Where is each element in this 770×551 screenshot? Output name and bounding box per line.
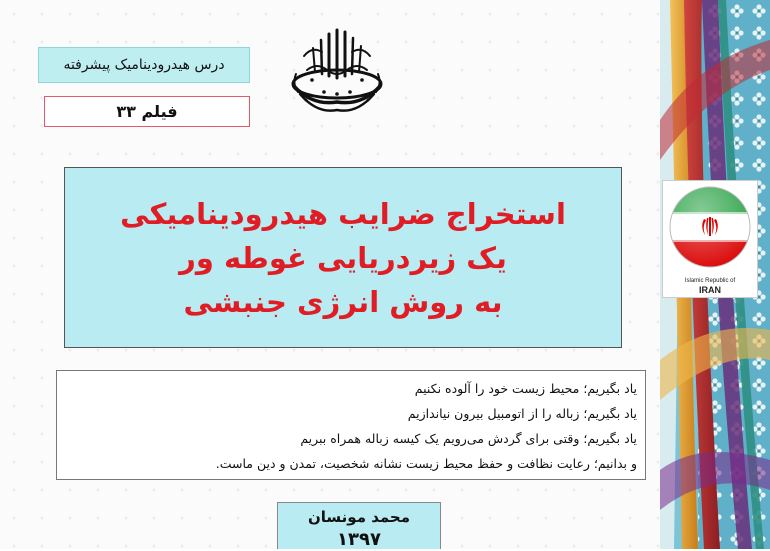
advice-line: یاد بگیریم؛ محیط زیست خود را آلوده نکنیم (414, 381, 637, 396)
course-label-box (38, 47, 250, 83)
bismillah-calligraphy-icon (282, 22, 392, 118)
flag-caption-big: IRAN (699, 285, 721, 295)
flag-caption-small: Islamic Republic of (684, 278, 736, 284)
author-name: محمد مونسان (307, 508, 411, 526)
title-box (64, 167, 622, 348)
iran-flag-icon (663, 183, 757, 275)
film-label-box (44, 96, 250, 127)
author-year: ۱۳۹۷ (337, 529, 381, 550)
course-label: درس هیدرودینامیک پیشرفته (63, 57, 225, 73)
advice-line: یاد بگیریم؛ وقتی برای گردش می‌رویم یک کیسه زباله همراه ببریم (300, 431, 637, 446)
title-line-3: به روش انرژی جنبشی (183, 284, 503, 319)
advice-line: و بدانیم؛ رعایت نظافت و حفظ محیط زیست نشانه شخصیت، تمدن و دین ماست. (215, 456, 637, 471)
title-line-1: استخراج ضرایب هیدرودینامیکی (120, 196, 566, 231)
title-line-2: یک زیردریایی غوطه ور (179, 240, 507, 275)
author-box (277, 502, 441, 549)
advice-box (56, 370, 646, 480)
film-label: فیلم ۳۳ (116, 102, 178, 121)
advice-line: یاد بگیریم؛ زباله را از اتومبیل بیرون نیاندازیم (407, 406, 637, 421)
iran-flag-badge (662, 180, 758, 298)
